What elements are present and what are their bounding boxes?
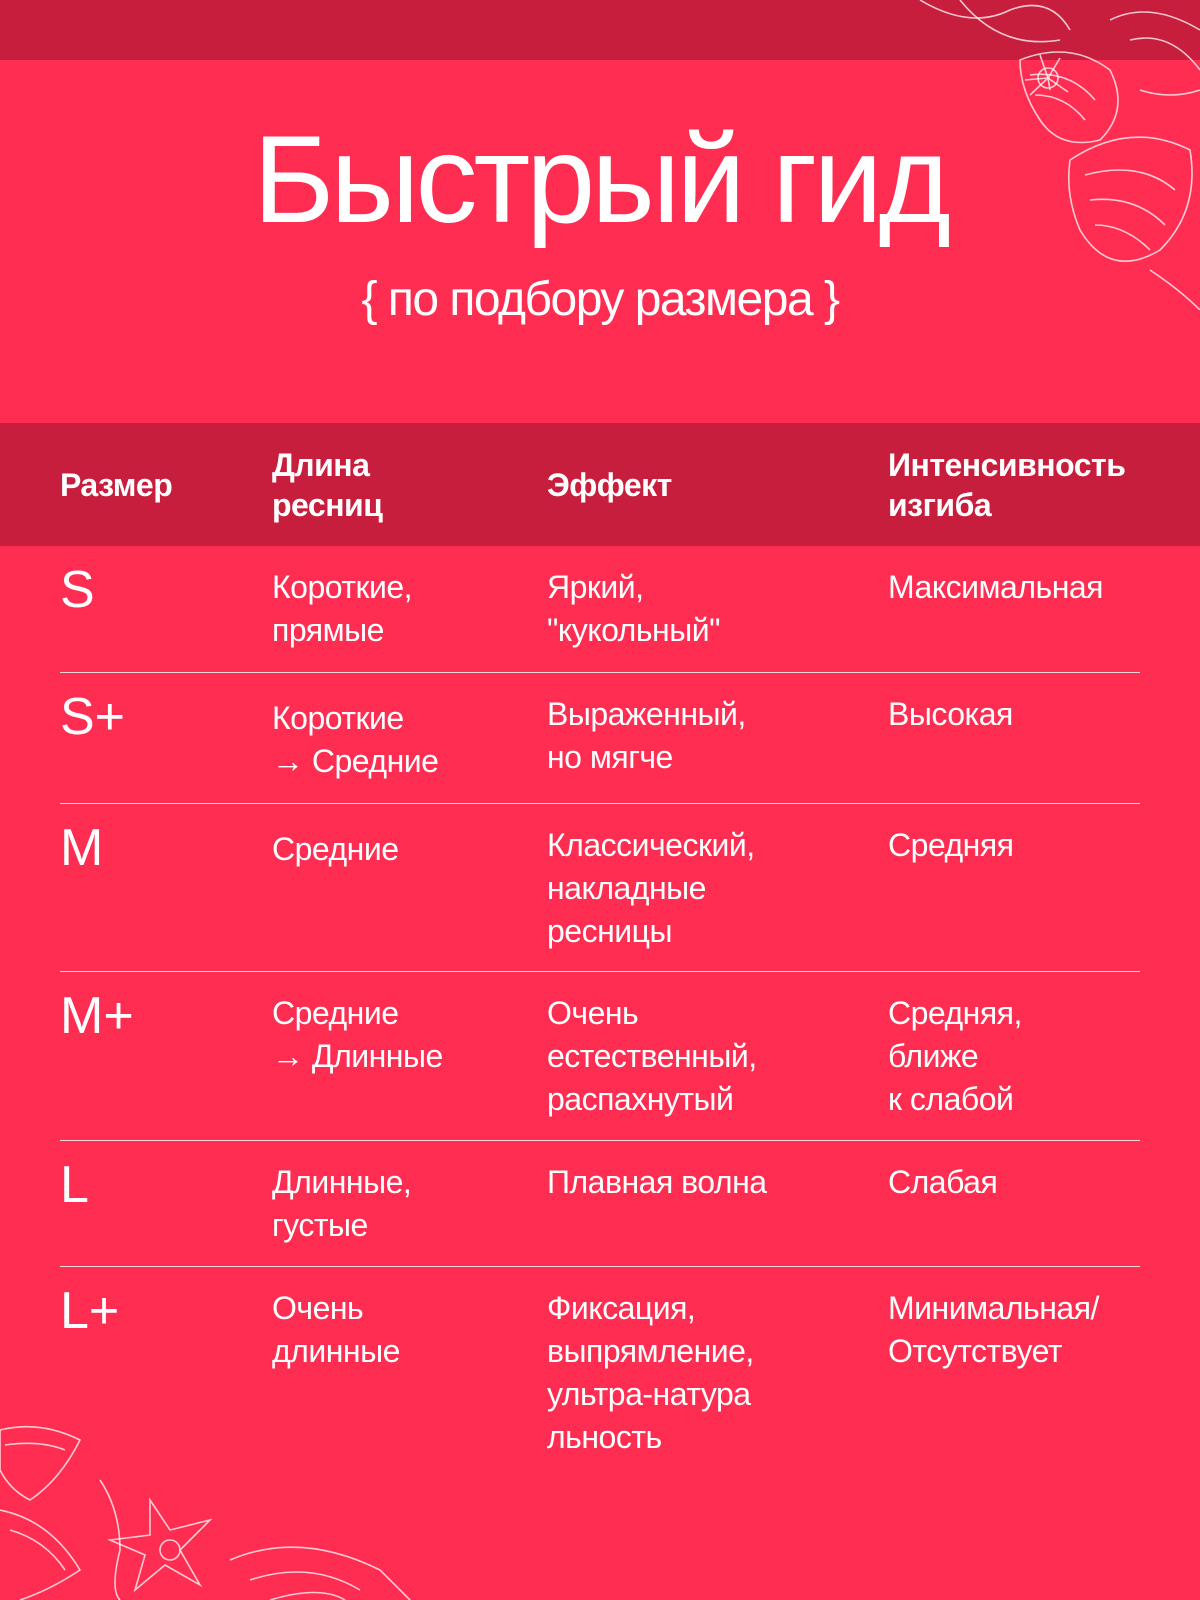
curl-cell: Минимальная/ Отсутствует [888,1290,1099,1369]
header-effect: Эффект [547,467,672,503]
size-label: L [60,1156,89,1214]
size-label: S [60,561,95,619]
size-label: M+ [60,987,134,1045]
size-label: S+ [60,688,126,746]
effect-cell: Очень естественный, распахнутый [547,995,757,1117]
header-curl: Интенсивность изгиба [888,447,1126,523]
curl-cell: Слабая [888,1164,998,1200]
table-row [0,972,1200,1139]
length-cell: Средние [272,831,399,867]
size-label: L+ [60,1282,120,1340]
table-row [0,1141,1200,1266]
table-row [0,546,1200,672]
length-cell: Короткие → Средние [272,700,439,779]
header-length: Длина ресниц [272,447,383,523]
curl-cell: Высокая [888,696,1013,732]
length-cell: Короткие, прямые [272,569,413,648]
curl-cell: Средняя [888,827,1014,863]
table-row [0,1267,1200,1467]
curl-cell: Средняя, ближе к слабой [888,995,1022,1117]
effect-cell: Плавная волна [547,1164,767,1200]
size-label: M [60,819,104,877]
length-cell: Длинные, густые [272,1164,412,1243]
page-subtitle: { по подбору размера } [361,273,839,326]
effect-cell: Классический, накладные ресницы [547,827,755,949]
effect-cell: Выраженный, но мягче [547,696,746,775]
table-row [0,673,1200,803]
page-title: Быстрый гид [253,111,947,249]
effect-cell: Яркий, "кукольный" [547,569,720,648]
length-cell: Средние → Длинные [272,995,443,1074]
header-size: Размер [60,467,173,503]
table-row [0,804,1200,970]
curl-cell: Максимальная [888,569,1103,605]
table-header [0,423,1200,546]
effect-cell: Фиксация, выпрямление, ультра-натура льность [547,1290,754,1455]
length-cell: Очень длинные [272,1290,400,1369]
